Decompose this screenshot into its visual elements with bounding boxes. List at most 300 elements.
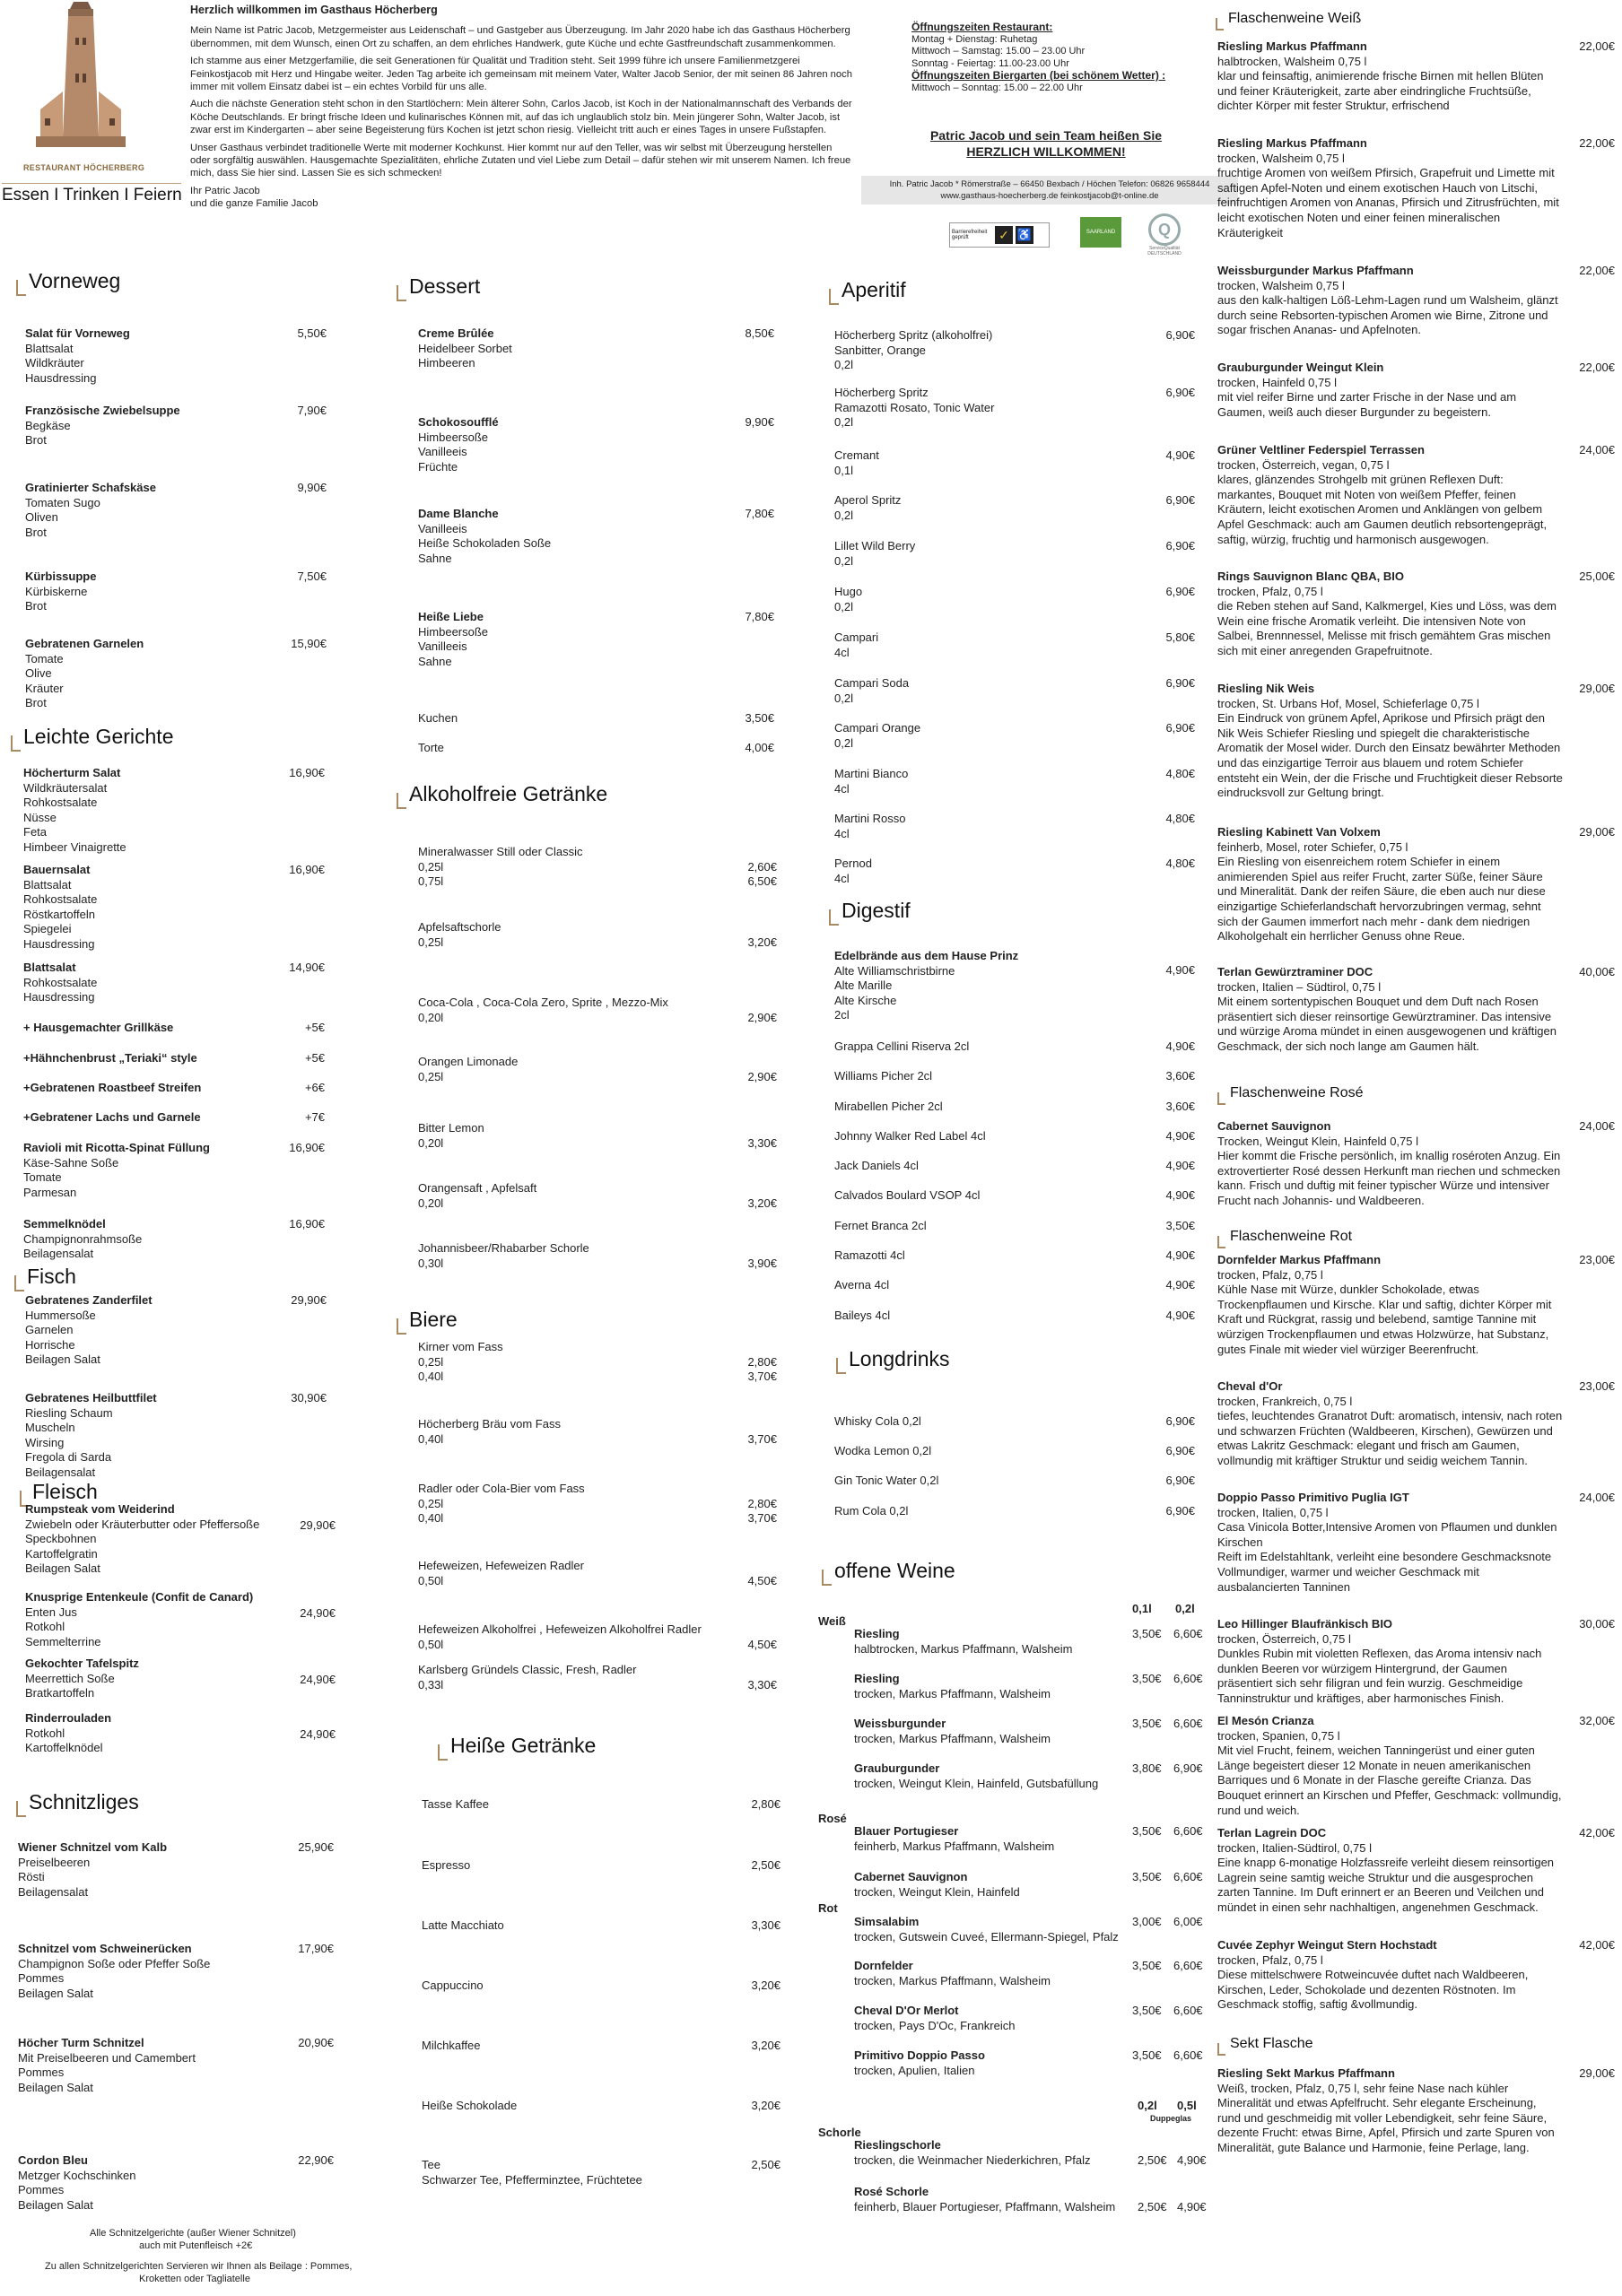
garden-title: Öffnungszeiten Biergarten (bei schönem Wetter) : — [911, 69, 1166, 82]
wine-price-large: 6,60€ — [1173, 1824, 1203, 1838]
bottle-wine-text: trocken, Italien, 0,75 l Casa Vinicola Botter,Intensive Aromen von Pflaumen und dunklen Kirschen Reift im Edelstahltank, verleiht eine besondere Geschmacksnote Vollmundiger, warmer und weicher Geschmack mit ausbalancierten Tanninen — [1217, 1505, 1557, 1594]
menu-item-price: 9,90€ — [297, 481, 327, 494]
aperitif-price: 4,80€ — [1165, 767, 1195, 780]
badge-label: SAARLAND — [1086, 230, 1116, 235]
bottle-wine-name: Riesling Kabinett Van Volxem — [1217, 825, 1381, 839]
wine-price-large: 6,00€ — [1173, 1915, 1203, 1928]
hot-drink-price: 2,50€ — [751, 1858, 780, 1872]
menu-item-detail: Vanilleeis — [418, 521, 467, 535]
menu-item-price: 8,50€ — [745, 326, 774, 340]
wine-group-label: Schorle — [818, 2126, 861, 2139]
menu-item-detail: Feta — [23, 825, 48, 839]
wine-desc: halbtrocken, Markus Pfaffmann, Walsheim — [854, 1641, 1073, 1656]
section-title: Flaschenweine Rosé — [1217, 1085, 1364, 1101]
menu-item-price: +5€ — [304, 1051, 325, 1065]
bottle-wine-price: 22,00€ — [1579, 39, 1615, 53]
bottle-wine-name: Riesling Markus Pfaffmann — [1217, 39, 1367, 53]
menu-item-detail: Oliven — [25, 510, 58, 525]
hot-drink-name: Tee — [422, 2158, 440, 2171]
menu-item-detail: Begkäse — [25, 418, 71, 432]
check-icon: ✓ — [995, 226, 1013, 244]
section-title: Sekt Flasche — [1217, 2036, 1312, 2052]
menu-item-detail: Beilagen Salat — [25, 1352, 100, 1367]
drink-price: 2,80€ — [747, 1354, 777, 1369]
drink-name: Höcherberg Bräu vom Fass — [418, 1417, 561, 1431]
wine-desc: feinherb, Markus Pfaffmann, Walsheim — [854, 1839, 1055, 1853]
digestif-price: 4,90€ — [1165, 1278, 1195, 1292]
wine-price-large: 6,60€ — [1173, 2004, 1203, 2017]
wine-name: Riesling — [854, 1672, 900, 1685]
wine-price-small: 3,50€ — [1132, 1870, 1162, 1883]
menu-item-detail: Himbeersoße — [418, 624, 489, 639]
drink-name: Mineralwasser Still oder Classic — [418, 845, 583, 858]
aperitif-detail: 4cl — [834, 781, 850, 796]
wine-price-small: 2,50€ — [1138, 2152, 1167, 2167]
hot-drink-name: Heiße Schokolade — [422, 2099, 518, 2112]
bottle-wine-text: trocken, Österreich, 0,75 l Dunkles Rubin mit violetten Reflexen, das Aroma intensiv nach dunklen Beeren vor würzigem Hintergrund, der Gaumen präsentiert sich sehr filigran und fein wurzig. Geschmeidige Tanninstruktur und kräftiges, aber harmonisches Finish. — [1217, 1631, 1542, 1705]
drink-size: 0,25l — [418, 1354, 444, 1369]
digestif-price: 3,60€ — [1165, 1069, 1195, 1083]
section-title: Fisch — [14, 1265, 76, 1289]
menu-item-detail: Sahne — [418, 551, 452, 565]
wine-name: Rieslingschorle — [854, 2138, 941, 2152]
section-title: Biere — [397, 1308, 458, 1332]
menu-item-detail: Beilagensalat — [23, 1247, 94, 1261]
signature: und die ganze Familie Jacob — [190, 198, 318, 210]
wine-name: Blauer Portugieser — [854, 1824, 959, 1838]
drink-size: 0,20l — [418, 1196, 444, 1210]
menu-item-detail: Blattsalat — [25, 341, 74, 355]
aperitif-price: 6,90€ — [1165, 721, 1195, 735]
hours-line: Sonntag - Feiertag: 11.00-23.00 Uhr — [911, 57, 1069, 69]
menu-item-name: Creme Brûlée — [418, 326, 494, 340]
wine-name: Simsalabim — [854, 1915, 920, 1928]
hours-line: Mittwoch – Samstag: 15.00 – 23.00 Uhr — [911, 46, 1086, 57]
menu-item-price: +6€ — [304, 1081, 325, 1094]
drink-size: 0,40l — [418, 1370, 444, 1384]
wine-name: Primitivo Doppio Passo — [854, 2048, 985, 2062]
menu-item-detail: Rösti — [18, 1870, 45, 1884]
quality-q-icon: Q — [1148, 213, 1181, 246]
menu-item-name: + Hausgemachter Grillkäse — [23, 1021, 174, 1034]
wine-price-small: 3,50€ — [1132, 1672, 1162, 1685]
digestif-detail: Alte Marille — [834, 978, 893, 993]
menu-item-price: 15,90€ — [291, 637, 327, 650]
wine-desc: trocken, Markus Pfaffmann, Walsheim — [854, 1686, 1051, 1700]
contact — [861, 176, 1238, 204]
section-title: Vorneweg — [16, 269, 120, 293]
drink-price: 3,30€ — [747, 1677, 777, 1692]
drink-name: Karlsberg Gründels Classic, Fresh, Radler — [418, 1663, 637, 1676]
digestif-name: Williams Picher 2cl — [834, 1069, 933, 1083]
menu-item-name: Gebratenes Zanderfilet — [25, 1293, 153, 1307]
contact-line: www.gasthaus-hoecherberg.de feinkostjacob@t-online.de — [940, 191, 1159, 201]
wine-name: Rosé Schorle — [854, 2185, 929, 2198]
intro-paragraph: Unser Gasthaus verbindet traditionelle Werte mit moderner Kochkunst. Hier kommt nur auf den Teller, was wir selbst mit Überzeugung herstellen oder sorgfältig auswählen. Hausgemachte Spezialitäten, ehrliche Zutaten und viel Liebe zum Detail – dafür stehen wir mit unserem Namen. Ich freue mich, dass Sie hier sind. Lassen Sie es sich schmecken! — [190, 142, 851, 179]
bottle-wine-name: Leo Hillinger Blaufränkisch BIO — [1217, 1617, 1393, 1631]
menu-item-price: 16,90€ — [289, 766, 325, 779]
brand-name: RESTAURANT HÖCHERBERG — [23, 163, 145, 172]
aperitif-detail: 4cl — [834, 871, 850, 885]
longdrink-price: 6,90€ — [1165, 1504, 1195, 1518]
bottle-wine-price: 23,00€ — [1579, 1379, 1615, 1393]
bottle-wine-text: trocken, Italien – Südtirol, 0,75 l Mit einem sortentypischen Bouquet und dem Duft nach Rosen präsentiert sich dieser reinsortige Gewürztraminer. Das intensive und würzige Aroma mündet in einen ausgewogenen und kräftigen Geschmack, der sich noch lange am Gaumen hält. — [1217, 979, 1557, 1053]
hot-drink-price: 3,30€ — [751, 1918, 780, 1932]
menu-item-detail: Kartoffelgratin — [25, 1546, 98, 1561]
wine-desc: trocken, Markus Pfaffmann, Walsheim — [854, 1973, 1051, 1987]
wine-price-small: 3,50€ — [1132, 1959, 1162, 1972]
aperitif-detail: 0,2l — [834, 358, 853, 372]
menu-item-detail: Hausdressing — [23, 937, 95, 951]
menu-item-detail: Muscheln — [25, 1421, 75, 1435]
aperitif-detail: 0,2l — [834, 553, 853, 568]
bottle-wine-text: feinherb, Mosel, roter Schiefer, 0,75 l Ein Riesling von eisenreichem rotem Schiefer in einem animierenden Spiel aus reifer Frucht, zarter Süße, feiner Säure und Mineralität. Dank der reifen Säure, die eben auch nur diese einzigartige Schieferlandschaft hervorzubringen vermag, sehnt sich der Gaumen immerfort nach mehr - dank dem niedrigen Alkoholgehalt ein herrlicher Genuss ohne Reue. — [1217, 839, 1546, 944]
aperitif-name: Lillet Wild Berry — [834, 539, 916, 552]
wine-desc: trocken, Weingut Klein, Hainfeld — [854, 1884, 1020, 1899]
bottle-wine-text: trocken, Walsheim 0,75 l aus den kalk-haltigen Löß-Lehm-Lagen rund um Walsheim, glänzt durch seine Rebsorten-typischen Aromen wie Birne, Zitrone und sogar frischen Ananas- und Apfelnoten. — [1217, 278, 1558, 337]
longdrink-price: 6,90€ — [1165, 1444, 1195, 1457]
wine-desc: trocken, die Weinmacher Niederkichren, Pfalz — [854, 2152, 1091, 2167]
section-title: Schnitzliges — [16, 1790, 139, 1814]
hours-line: Montag + Dienstag: Ruhetag — [911, 33, 1038, 45]
menu-item-price: +7€ — [304, 1110, 325, 1124]
section-title: Longdrinks — [836, 1347, 950, 1371]
menu-item-detail: Wildkräuter — [25, 356, 84, 370]
drink-price: 2,80€ — [747, 1496, 777, 1510]
menu-item-price: 30,90€ — [291, 1391, 327, 1405]
intro-title: Herzlich willkommen im Gasthaus Höcherberg — [190, 4, 438, 16]
wine-desc: trocken, Apulien, Italien — [854, 2063, 975, 2077]
footnote: Zu allen Schnitzelgerichten Servieren wir Ihnen als Beilage : Pommes, — [45, 2261, 353, 2272]
menu-item-price: 9,90€ — [745, 415, 774, 429]
wine-name: Cabernet Sauvignon — [854, 1870, 968, 1883]
column-header: 0,2l — [1175, 1602, 1195, 1615]
bottle-wine-text: trocken, Hainfeld 0,75 l mit viel reifer Birne und zarter Frische in der Nase und am Gaumen, weiß auch dieser Burgunder zu begeistern. — [1217, 375, 1517, 419]
aperitif-price: 6,90€ — [1165, 386, 1195, 399]
section-title: Dessert — [397, 274, 480, 299]
hot-drink-price: 3,20€ — [751, 2039, 780, 2052]
bottle-wine-name: Rings Sauvignon Blanc QBA, BIO — [1217, 570, 1405, 583]
bottle-wine-name: Dornfelder Markus Pfaffmann — [1217, 1253, 1382, 1266]
menu-item-name: Bauernsalat — [23, 863, 91, 876]
menu-item-detail: Brot — [25, 433, 47, 448]
hot-drink-name: Latte Macchiato — [422, 1918, 504, 1932]
wine-name: Weissburgunder — [854, 1717, 946, 1730]
wine-price-small: 3,50€ — [1132, 1824, 1162, 1838]
digestif-name: Grappa Cellini Riserva 2cl — [834, 1039, 970, 1053]
drink-size: 0,50l — [418, 1573, 444, 1587]
drink-name: Apfelsaftschorle — [418, 920, 501, 934]
hot-drink-name: Espresso — [422, 1858, 471, 1872]
menu-item-detail: Spiegelei — [23, 922, 72, 936]
section-title: Leichte Gerichte — [11, 725, 173, 749]
drink-size: 0,25l — [418, 1069, 444, 1083]
hot-drink-name: Cappuccino — [422, 1979, 484, 1992]
menu-item-price: 7,50€ — [297, 570, 327, 583]
menu-item-detail: Kartoffelknödel — [25, 1741, 103, 1755]
drink-size: 0,40l — [418, 1431, 444, 1446]
menu-item-name: Schokosoufflé — [418, 415, 499, 429]
bottle-wine-price: 29,00€ — [1579, 825, 1615, 839]
digestif-price: 3,60€ — [1165, 1100, 1195, 1113]
menu-item-name: +Hähnchenbrust „Teriaki“ style — [23, 1051, 197, 1065]
menu-item-detail: Hausdressing — [23, 990, 95, 1004]
bottle-wine-price: 24,00€ — [1579, 1491, 1615, 1504]
menu-item-price: 5,50€ — [297, 326, 327, 340]
menu-item-detail: Rotkohl — [25, 1620, 65, 1634]
menu-item-detail: Fregola di Sarda — [25, 1450, 112, 1465]
longdrink-name: Whisky Cola 0,2l — [834, 1414, 921, 1428]
section-title: Flaschenweine Weiß — [1216, 11, 1361, 27]
menu-item-detail: Champignon Soße oder Pfeffer Soße — [18, 1956, 211, 1970]
menu-item-detail: Preiselbeeren — [18, 1855, 91, 1869]
menu-item-detail: Tomate — [23, 1170, 62, 1185]
menu-item-detail: Pommes — [18, 2066, 65, 2080]
menu-item-detail: Kräuter — [25, 681, 64, 695]
longdrink-name: Rum Cola 0,2l — [834, 1504, 909, 1518]
menu-item-detail: Beilagensalat — [25, 1465, 96, 1479]
wine-desc: trocken, Gutswein Cuveé, Ellermann-Spiegel, Pfalz — [854, 1929, 1119, 1944]
menu-item-price: 7,80€ — [745, 610, 774, 623]
menu-item-price: 14,90€ — [289, 961, 325, 974]
section-title: Flaschenweine Rot — [1217, 1229, 1352, 1245]
wine-price-large: 6,60€ — [1173, 1627, 1203, 1640]
footnote: Kroketten oder Tagliatelle — [139, 2274, 250, 2284]
drink-size: 0,40l — [418, 1511, 444, 1526]
bottle-wine-price: 24,00€ — [1579, 443, 1615, 457]
menu-item-name: Wiener Schnitzel vom Kalb — [18, 1840, 168, 1854]
welcome — [894, 127, 1199, 160]
aperitif-price: 6,90€ — [1165, 539, 1195, 552]
menu-item-detail: Nüsse — [23, 810, 57, 824]
drink-price: 3,20€ — [747, 935, 777, 949]
bottle-wine-text: trocken, Österreich, vegan, 0,75 l klares, glänzendes Strohgelb mit grünen Reflexen Duft: markantes, Bouquet mit Noten von weißem Pfeffer, feinen Kräutern, leicht exotischen Aromen und Anklängen von gelbem Apfel Geschmack: auch am Gaumen deutlich rebsortengeprägt, saftig, würzig, fruchtig und harmonisch ausgewogen. — [1217, 457, 1548, 546]
bottle-wine-price: 32,00€ — [1579, 1714, 1615, 1727]
menu-item-detail: Kürbiskerne — [25, 584, 88, 598]
menu-item-detail: Hummersoße — [25, 1308, 96, 1322]
menu-item-detail: Bratkartoffeln — [25, 1686, 95, 1700]
menu-item-price: 22,90€ — [298, 2153, 334, 2167]
wine-price-large: 6,60€ — [1173, 1959, 1203, 1972]
menu-item-detail: Enten Jus — [25, 1605, 77, 1619]
menu-item-detail: Früchte — [418, 459, 458, 474]
menu-item-price: 3,50€ — [745, 711, 774, 725]
digestif-name: Ramazotti 4cl — [834, 1248, 905, 1262]
aperitif-detail: Sanbitter, Orange — [834, 343, 926, 357]
wine-price-large: 6,60€ — [1173, 1870, 1203, 1883]
bottle-wine-price: 24,00€ — [1579, 1119, 1615, 1133]
aperitif-detail: 4cl — [834, 826, 850, 840]
menu-item-detail: Beilagensalat — [18, 1884, 89, 1899]
menu-item-detail: Pommes — [18, 1971, 65, 1986]
menu-item-detail: Beilagen Salat — [18, 2197, 93, 2212]
drink-name: Bitter Lemon — [418, 1121, 484, 1135]
digestif-detail: 2cl — [834, 1008, 850, 1022]
drink-price: 3,70€ — [747, 1511, 777, 1526]
menu-item-name: Gebratenen Garnelen — [25, 637, 144, 650]
bottle-wine-price: 42,00€ — [1579, 1826, 1615, 1839]
wine-price-large: 6,60€ — [1173, 1672, 1203, 1685]
drink-price: 3,30€ — [747, 1135, 777, 1150]
hot-drink-price: 2,50€ — [751, 2158, 780, 2171]
menu-item-detail: Pommes — [18, 2183, 65, 2197]
menu-item-price: 29,90€ — [291, 1293, 327, 1307]
aperitif-price: 4,80€ — [1165, 857, 1195, 870]
digestif-name: Johnny Walker Red Label 4cl — [834, 1129, 986, 1143]
aperitif-name: Martini Rosso — [834, 812, 906, 825]
bottle-wine-name: Riesling Nik Weis — [1217, 682, 1315, 695]
menu-item-name: Gratinierter Schafskäse — [25, 481, 156, 494]
menu-item-detail: Vanilleeis — [418, 639, 467, 654]
hot-drink-name: Tasse Kaffee — [422, 1797, 489, 1811]
menu-item-name: Ravioli mit Ricotta-Spinat Füllung — [23, 1141, 210, 1154]
menu-item-detail: Olive — [25, 666, 52, 681]
wine-group-label: Weiß — [818, 1614, 846, 1628]
bottle-wine-text: trocken, Frankreich, 0,75 l tiefes, leuchtendes Granatrot Duft: aromatisch, intensiv, nach roten und schwarzen Früchten (Waldbeeren, Kirschen), Gewürzen und etwas Lakritz Geschmack: elegant und frisch am Gaumen, vollmundig mit kräftiger Struktur und seidig weichem Tannin. — [1217, 1394, 1563, 1467]
aperitif-name: Höcherberg Spritz (alkoholfrei) — [834, 328, 993, 342]
aperitif-name: Cremant — [834, 448, 879, 462]
wine-desc: trocken, Markus Pfaffmann, Walsheim — [854, 1731, 1051, 1745]
digestif-name: Calvados Boulard VSOP 4cl — [834, 1188, 981, 1202]
section-title: Digestif — [829, 899, 911, 923]
menu-item-detail: Meerrettich Soße — [25, 1671, 115, 1685]
wine-price-small: 3,80€ — [1132, 1761, 1162, 1775]
bottle-wine-price: 25,00€ — [1579, 570, 1615, 583]
bottle-wine-name: Terlan Lagrein DOC — [1217, 1826, 1327, 1839]
menu-item-detail: Heidelbeer Sorbet — [418, 341, 512, 355]
badge-label: ServiceQualität DEUTSCHLAND — [1147, 246, 1182, 257]
drink-name: Hefeweizen Alkoholfrei , Hefeweizen Alkoholfrei Radler — [418, 1622, 702, 1636]
drink-price: 2,90€ — [747, 1069, 777, 1083]
menu-item-detail: Wirsing — [25, 1435, 65, 1449]
wine-group-label: Rosé — [818, 1812, 847, 1825]
aperitif-detail: 0,2l — [834, 691, 853, 705]
column-header: 0,5l — [1177, 2099, 1197, 2112]
digestif-name: Edelbrände aus dem Hause Prinz — [834, 949, 1019, 962]
menu-item-detail: Beilagen Salat — [18, 1986, 93, 2000]
menu-item-detail: Tomate — [25, 651, 64, 665]
welcome-line: Patric Jacob und sein Team heißen Sie — [929, 128, 1163, 143]
bottle-wine-price: 30,00€ — [1579, 1617, 1615, 1631]
bottle-wine-name: Cheval d'Or — [1217, 1379, 1283, 1393]
drink-price: 3,90€ — [747, 1256, 777, 1270]
menu-item-detail: Parmesan — [23, 1185, 77, 1199]
menu-item-price: 29,90€ — [300, 1518, 336, 1532]
bottle-wine-text: trocken, Italien-Südtirol, 0,75 l Eine knapp 6-monatige Holzfassreife verleiht diesem reinsortigen Lagrein seine samtig weiche Struktur und die ausgesprochen zarten Tannine. Im Duft erinnert er an Beeren und Veilchen und mündet in einen sehr nachhaltigen, angenehmen Geschmack. — [1217, 1840, 1555, 1914]
menu-item-detail: Rohkostsalate — [23, 796, 98, 810]
wine-name: Grauburgunder — [854, 1761, 940, 1775]
digestif-price: 4,90€ — [1165, 963, 1195, 977]
aperitif-price: 6,90€ — [1165, 328, 1195, 342]
menu-item-detail: Champignonrahmsoße — [23, 1231, 143, 1246]
menu-item-price: 4,00€ — [745, 741, 774, 754]
drink-name: Hefeweizen, Hefeweizen Radler — [418, 1559, 584, 1572]
wine-group-label: Rot — [818, 1901, 838, 1915]
bottle-wine-price: 29,00€ — [1579, 2066, 1615, 2080]
menu-item-name: Rinderrouladen — [25, 1711, 112, 1725]
welcome-line: HERZLICH WILLKOMMEN! — [966, 144, 1126, 159]
garden-line: Mittwoch – Sonntag: 15.00 – 22.00 Uhr — [911, 82, 1083, 93]
wine-name: Riesling — [854, 1627, 900, 1640]
drink-price: 2,90€ — [747, 1010, 777, 1024]
bottle-wine-text: trocken, Spanien, 0,75 l Mit viel Frucht, feinem, weichen Tanningerüst und einer guten Länge begeistert dieser 12 Monate in neuen amerikanischen Barriques und 6 Monate in der Flasche gereifte Crianza. Das Bouquet erinnert an Kirschen und Pfeffer, Geschmack: vollmundig, rund und weich. — [1217, 1728, 1562, 1817]
menu-item-detail: Rohkostsalate — [23, 975, 98, 989]
bottle-wine-text: trocken, St. Urbans Hof, Mosel, Schieferlage 0,75 l Ein Eindruck von grünem Apfel, Aprikose und Pfirsich prägt den Nik Weis Schiefer Riesling und spiegelt die charakteristische Aromatik der Mosel wider. Durch den Einsatz bewährter Methoden und das einzigartige Terroir aus blauem und rotem Schiefer entsteht ein Wein, der die Frische und Fruchtigkeit dieser Rebsorte eindrucksvoll zur Geltung bringt. — [1217, 696, 1563, 800]
menu-item-name: Salat für Vorneweg — [25, 326, 130, 340]
menu-item-detail: Tomaten Sugo — [25, 495, 100, 509]
intro-paragraph: Ich stamme aus einer Metzgerfamilie, die seit Generationen für Qualität und Tradition steht. Seit 1999 führe ich unsere Familienmetzgerei Feinkostjacob mit Herz und Hingabe weiter. Jeden Tag arbeite ich gemeinsam mit meinem Vater, Walter Jacob Senior, der mit seinen 86 Jahren noch immer mit vollem Einsatz dabei ist – ein echtes Vorbild für uns alle. — [190, 56, 852, 93]
aperitif-name: Höcherberg Spritz — [834, 386, 929, 399]
menu-item-detail: Sahne — [418, 654, 452, 668]
digestif-name: Averna 4cl — [834, 1278, 890, 1292]
bottle-wine-text: trocken, Pfalz, 0,75 l die Reben stehen auf Sand, Kalkmergel, Kies und Löss, was dem Wein eine frische Aromatik verleiht. Die intensiven Note von Salbei, Brennnessel, Melisse mit frisch gemähtem Gras mischen sich mit einer anregenden Grapefruitnote. — [1217, 584, 1557, 657]
aperitif-name: Martini Bianco — [834, 767, 909, 780]
wine-price-small: 3,50€ — [1132, 1627, 1162, 1640]
longdrink-name: Gin Tonic Water 0,2l — [834, 1474, 939, 1487]
menu-item-name: Heiße Liebe — [418, 610, 484, 623]
wine-price-small: 3,50€ — [1132, 1717, 1162, 1730]
bottle-wine-price: 29,00€ — [1579, 682, 1615, 695]
menu-item-detail: Brot — [25, 525, 47, 539]
aperitif-detail: 0,2l — [834, 599, 853, 613]
menu-item-detail: Brot — [25, 599, 47, 613]
drink-name: Radler oder Cola-Bier vom Fass — [418, 1482, 585, 1495]
digestif-price: 4,90€ — [1165, 1129, 1195, 1143]
section-title: Heiße Getränke — [438, 1734, 596, 1758]
drink-price: 6,50€ — [747, 874, 777, 889]
drink-name: Kirner vom Fass — [418, 1340, 503, 1353]
menu-item-detail: Semmelterrine — [25, 1634, 101, 1648]
intro-paragraph: Mein Name ist Patric Jacob, Metzgermeister aus Leidenschaft – und Gastgeber aus Überzeugung. Im Jahr 2020 habe ich das Gasthaus Höcherberg übernommen, mit dem Wunsch, einen Ort zu schaffen, an dem ehrliches Handwerk, gute Küche und echte Gastfreundschaft zusammenkommen. — [190, 25, 850, 49]
menu-item-detail: Beilagen Salat — [18, 2080, 93, 2094]
menu-item-detail: Röstkartoffeln — [23, 907, 95, 921]
menu-item-detail: Vanilleeis — [418, 445, 467, 459]
bottle-wine-price: 22,00€ — [1579, 136, 1615, 150]
drink-size: 0,25l — [418, 859, 444, 874]
wine-price-large: 4,90€ — [1177, 2152, 1207, 2167]
menu-item-price: 25,90€ — [298, 1840, 334, 1854]
menu-item-name: Torte — [418, 741, 444, 754]
service-quality-badge — [1139, 213, 1190, 260]
digestif-price: 3,50€ — [1165, 1219, 1195, 1232]
drink-price: 2,60€ — [747, 859, 777, 874]
digestif-detail: Alte Williamschristbirne — [834, 963, 955, 978]
aperitif-name: Aperol Spritz — [834, 493, 902, 507]
column-note: Duppeglas — [1150, 2114, 1192, 2123]
menu-item-detail: Rohkostsalate — [23, 892, 98, 907]
menu-item-detail: Speckbohnen — [25, 1532, 97, 1546]
hot-drink-name: Milchkaffee — [422, 2039, 481, 2052]
aperitif-price: 6,90€ — [1165, 493, 1195, 507]
drink-size: 0,30l — [418, 1256, 444, 1270]
menu-item-name: Höcher Turm Schnitzel — [18, 2036, 144, 2049]
menu-item-detail: Riesling Schaum — [25, 1405, 113, 1420]
drink-size: 0,25l — [418, 935, 444, 949]
aperitif-name: Pernod — [834, 857, 872, 870]
wine-desc: feinherb, Blauer Portugieser, Pfaffmann, Walsheim — [854, 2199, 1116, 2213]
menu-item-detail: Beilagen Salat — [25, 1561, 100, 1576]
menu-item-detail: Horrische — [25, 1337, 75, 1352]
section-title: Aperitif — [829, 278, 906, 302]
bottle-wine-name: Cabernet Sauvignon — [1217, 1119, 1331, 1133]
bottle-wine-name: Grüner Veltliner Federspiel Terrassen — [1217, 443, 1425, 457]
longdrink-name: Wodka Lemon 0,2l — [834, 1444, 932, 1457]
digestif-price: 4,90€ — [1165, 1159, 1195, 1172]
aperitif-name: Campari Soda — [834, 676, 910, 690]
menu-item-detail: Mit Preiselbeeren und Camembert — [18, 2050, 196, 2065]
drink-size: 0,75l — [418, 874, 444, 889]
menu-item-detail: Rotkohl — [25, 1726, 65, 1740]
